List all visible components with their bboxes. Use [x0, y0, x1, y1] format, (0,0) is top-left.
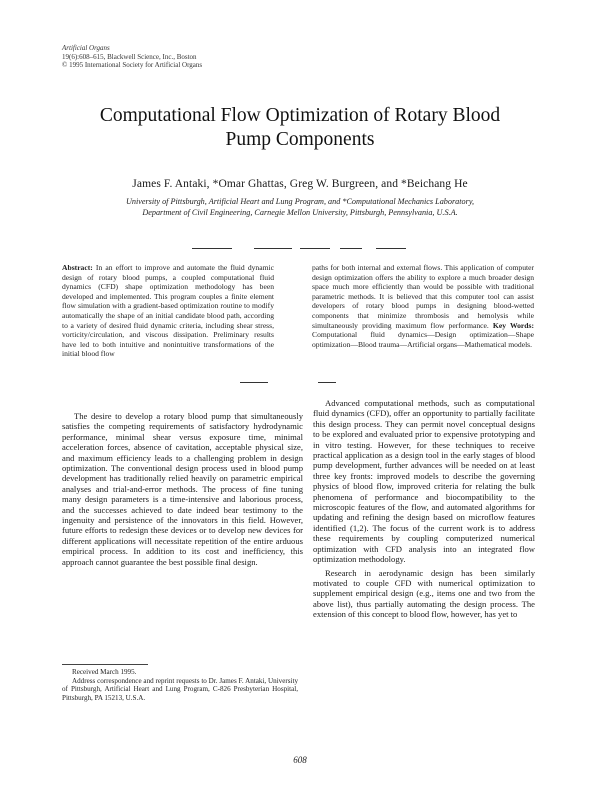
- abstract-text-left: In an effort to improve and automate the fluid dynamic design of rotary blood pumps, a coupled computational fluid dynamics (CFD) shape optimization methodology has been developed and implemented. This program couples a finite element flow simulation with a gradient-based optimization routine to modify automatically the shape of an initial candidate blood path, according to a variety of desired fluid dynamic criteria, including shear stress, vorticity/circulation, and viscous dissipation. Preliminary results have led to both intuitive and nonintuitive transformations of the initial blood flow: [62, 263, 274, 359]
- author-list: James F. Antaki, *Omar Ghattas, Greg W. Burgreen, and *Beichang He: [132, 178, 468, 190]
- abstract-left-column: [62, 263, 274, 359]
- affiliation-line-2: Department of Civil Engineering, Carnegie Mellon University, Pittsburgh, Pennsylvania, U.S.A.: [142, 207, 458, 217]
- journal-issue: 19(6):608–615, Blackwell Science, Inc., Boston: [62, 52, 197, 61]
- abstract-top-rule-3: [300, 248, 330, 249]
- keywords-label: Key Words:: [492, 320, 534, 330]
- journal-masthead: [62, 44, 202, 70]
- keywords-text: Computational fluid dynamics—Design optimization—Shape optimization—Blood trauma—Artificial organs—Mathematical models.: [312, 330, 534, 349]
- footnote-received: Received March 1995.: [72, 668, 137, 676]
- footnote-rule: [62, 664, 148, 665]
- body-left-column: [62, 411, 303, 567]
- abstract-top-rule-1: [192, 248, 232, 249]
- paper-title: [0, 104, 600, 152]
- journal-name: Artificial Organs: [62, 44, 110, 52]
- footnote-address: Address correspondence and reprint requests to Dr. James F. Antaki, University of Pittsburgh, Artificial Heart and Lung Program, C-826 Presbyterian Hospital, Pittsburgh, PA 15213, U.S.A.: [62, 676, 298, 702]
- body-paragraph-1: The desire to develop a rotary blood pump that simultaneously satisfies the competing requirements of satisfactory hydrodynamic performance, minimal shear versus exposure time, minimal acceleration forces, absence of cavitation, acceptable physical size, and maximum efficiency leads to a challenging problem in design optimization. The conventional design process used in blood pump development has traditionally relied heavily on parametric empirical analyses and trial-and-error methods. The process of fine tuning many design parameters is a time-intensive and laborious process, and the successes achieved to date indeed bear testimony to the ingenuity and persistence of the innovators in this field. However, future efforts to redesign these devices or to develop new devices for different applications will necessitate repetition of the entire arduous empirical process. In addition to its cost and inefficiency, this approach cannot guarantee the best possible final design.: [62, 411, 303, 567]
- journal-copyright: © 1995 International Society for Artificial Organs: [62, 61, 203, 70]
- abstract-top-rule-5: [376, 248, 406, 249]
- abstract-right-column: [312, 263, 534, 349]
- abstract-label: Abstract:: [62, 263, 93, 272]
- abstract-bottom-rule-1: [240, 382, 268, 383]
- affiliations: [70, 197, 530, 219]
- body-paragraph-2: Advanced computational methods, such as computational fluid dynamics (CFD), offer an opportunity to partially facilitate this design process. They can permit novel conceptual designs to be explored and evaluated prior to expensive prototyping and in vitro testing. However, for these techniques to receive practical application as a design tool in the early stages of blood pump development, further advances will be needed on at least three key fronts: improved models to describe the governing physics of blood flow, improved criteria for relating the bulk phenomena of performance and biocompatibility to the microscopic features of the flow, and automated algorithms for updating and refining the design based on microflow features identified (1,2). The focus of the current work is to address these requirements by coupling computerized numerical optimization with CFD analysis into an integrated flow optimization methodology.: [313, 398, 535, 565]
- abstract-text-right: paths for both internal and external flows. This application of computer design optimization offers the ability to explore a much broader design space much more efficiently than would be possible with traditional parametric methods. It is believed that this computer tool can assist developers of rotary blood pumps in designing blood-wetted components that minimize thrombosis and hemolysis while simultaneously providing maximum flow performance.: [312, 263, 534, 330]
- paper-title-line-2: Pump Components: [225, 129, 375, 150]
- abstract-top-rule-4: [340, 248, 362, 249]
- footnote: [62, 668, 298, 702]
- page-number: 608: [293, 755, 307, 765]
- affiliation-line-1: University of Pittsburgh, Artificial Heart and Lung Program, and *Computational Mechanics Laboratory,: [125, 197, 475, 206]
- body-paragraph-3: Research in aerodynamic design has been similarly motivated to couple CFD with numerical optimization to supplement empirical design (e.g., items one and two from the above list), thus partially automating the design process. The extension of this concept to blood flow, however, has yet to: [313, 567, 535, 620]
- paper-title-line-1: Computational Flow Optimization of Rotary Blood: [99, 105, 501, 126]
- body-right-column: [313, 398, 535, 620]
- abstract-top-rule-2: [254, 248, 292, 249]
- abstract-bottom-rule-2: [318, 382, 336, 383]
